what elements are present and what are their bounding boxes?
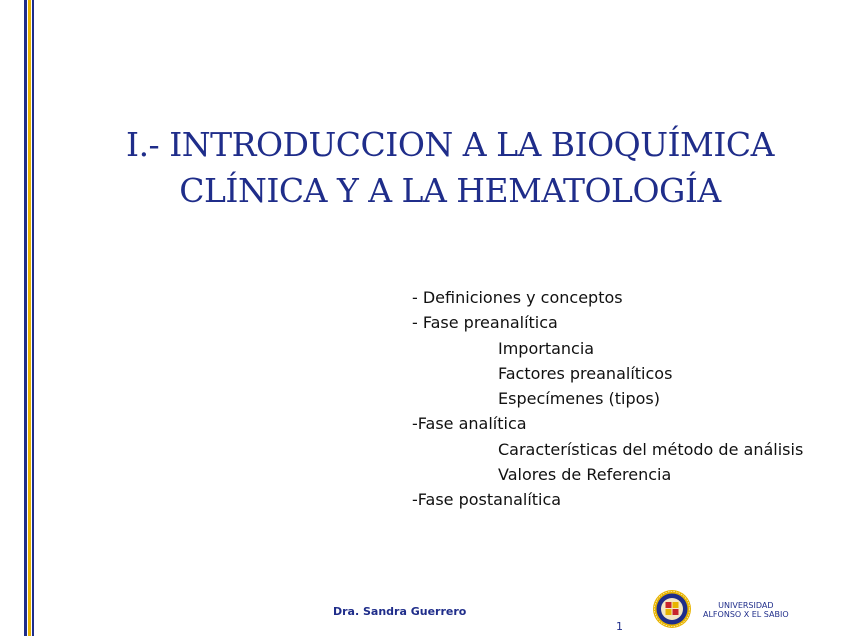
outline-item: - Fase preanalítica	[412, 313, 558, 333]
university-name	[703, 601, 789, 619]
outline-subitem: Importancia	[498, 338, 595, 358]
left-border-stripe-gold	[28, 0, 31, 636]
outline-subitem: Especímenes (tipos)	[498, 389, 661, 409]
page-number: 1	[616, 620, 623, 633]
outline-item: -Fase postanalítica	[412, 490, 562, 510]
slide-title	[60, 122, 840, 214]
slide-title-line: CLÍNICA Y A LA HEMATOLOGÍA	[179, 171, 721, 210]
outline-subitem: Factores preanalíticos	[498, 363, 673, 383]
outline-item: -Fase analítica	[412, 414, 527, 434]
slide-outline	[412, 285, 837, 513]
outline-subitem: Características del método de análisis	[498, 439, 804, 459]
university-name-line: ALFONSO X EL SABIO	[703, 610, 789, 619]
left-border-stripe-blue	[24, 0, 27, 636]
outline-item: - Definiciones y conceptos	[412, 288, 623, 307]
university-seal-icon	[652, 589, 692, 629]
footer-author: Dra. Sandra Guerrero	[333, 605, 467, 618]
left-border-stripe-blue-inner	[32, 0, 34, 636]
university-name-line: UNIVERSIDAD	[718, 601, 774, 610]
slide-title-line: I.- INTRODUCCION A LA BIOQUÍMICA	[126, 125, 774, 164]
outline-subitem: Valores de Referencia	[498, 465, 672, 485]
